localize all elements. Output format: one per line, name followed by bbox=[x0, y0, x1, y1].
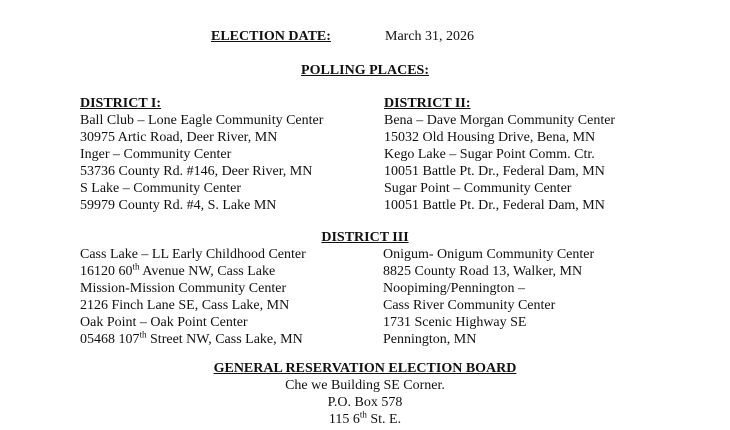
district-3-heading: DISTRICT III bbox=[321, 230, 409, 245]
election-board-line: 115 6th St. E. bbox=[328, 409, 402, 427]
election-board-line: P.O. Box 578 bbox=[327, 395, 403, 410]
district-1-line: Ball Club – Lone Eagle Community Center bbox=[80, 113, 324, 128]
district-1-section bbox=[80, 95, 323, 214]
election-date-label: ELECTION DATE: bbox=[211, 29, 331, 44]
district-1-line: S Lake – Community Center bbox=[80, 181, 241, 196]
election-date-value: March 31, 2026 bbox=[385, 29, 475, 44]
district-3-left-column bbox=[80, 246, 306, 348]
district-3-left-line: 16120 60th Avenue NW, Cass Lake bbox=[80, 261, 276, 279]
district-3-right-line: Onigum- Onigum Community Center bbox=[383, 247, 595, 262]
election-board-line: Che we Building SE Corner. bbox=[285, 378, 445, 393]
district-3-left-line: Cass Lake – LL Early Childhood Center bbox=[80, 247, 306, 262]
district-2-line: 10051 Battle Pt. Dr., Federal Dam, MN bbox=[384, 198, 605, 213]
district-1-line: 59979 County Rd. #4, S. Lake MN bbox=[80, 198, 277, 213]
district-2-line: Sugar Point – Community Center bbox=[384, 181, 572, 196]
district-2-line: Bena – Dave Morgan Community Center bbox=[384, 113, 616, 128]
polling-places-heading: POLLING PLACES: bbox=[301, 63, 429, 78]
district-3-right-line: 1731 Scenic Highway SE bbox=[383, 315, 527, 330]
district-3-left-line: 2126 Finch Lane SE, Cass Lake, MN bbox=[80, 298, 290, 313]
district-1-heading: DISTRICT I: bbox=[80, 96, 162, 111]
district-3-right-line: Cass River Community Center bbox=[383, 298, 556, 313]
district-2-line: 10051 Battle Pt. Dr., Federal Dam, MN bbox=[384, 164, 605, 179]
district-3-left-line: Oak Point – Oak Point Center bbox=[80, 315, 248, 330]
district-3-right-line: 8825 County Road 13, Walker, MN bbox=[383, 264, 583, 279]
district-1-line: Inger – Community Center bbox=[80, 147, 232, 162]
district-3-right-line: Pennington, MN bbox=[383, 332, 477, 347]
district-2-heading: DISTRICT II: bbox=[384, 96, 471, 111]
district-2-line: 15032 Old Housing Drive, Bena, MN bbox=[384, 130, 596, 145]
election-board-heading: GENERAL RESERVATION ELECTION BOARD bbox=[213, 361, 517, 376]
district-3-left-line: 05468 107th Street NW, Cass Lake, MN bbox=[80, 329, 303, 347]
district-3-right-line: Noopiming/Pennington – bbox=[383, 281, 525, 296]
district-3-right-column bbox=[383, 246, 594, 348]
district-1-line: 53736 County Rd. #146, Deer River, MN bbox=[80, 164, 313, 179]
district-3-left-line: Mission-Mission Community Center bbox=[80, 281, 287, 296]
district-1-line: 30975 Artic Road, Deer River, MN bbox=[80, 130, 278, 145]
district-2-section bbox=[384, 95, 615, 214]
district-2-line: Kego Lake – Sugar Point Comm. Ctr. bbox=[384, 147, 595, 162]
